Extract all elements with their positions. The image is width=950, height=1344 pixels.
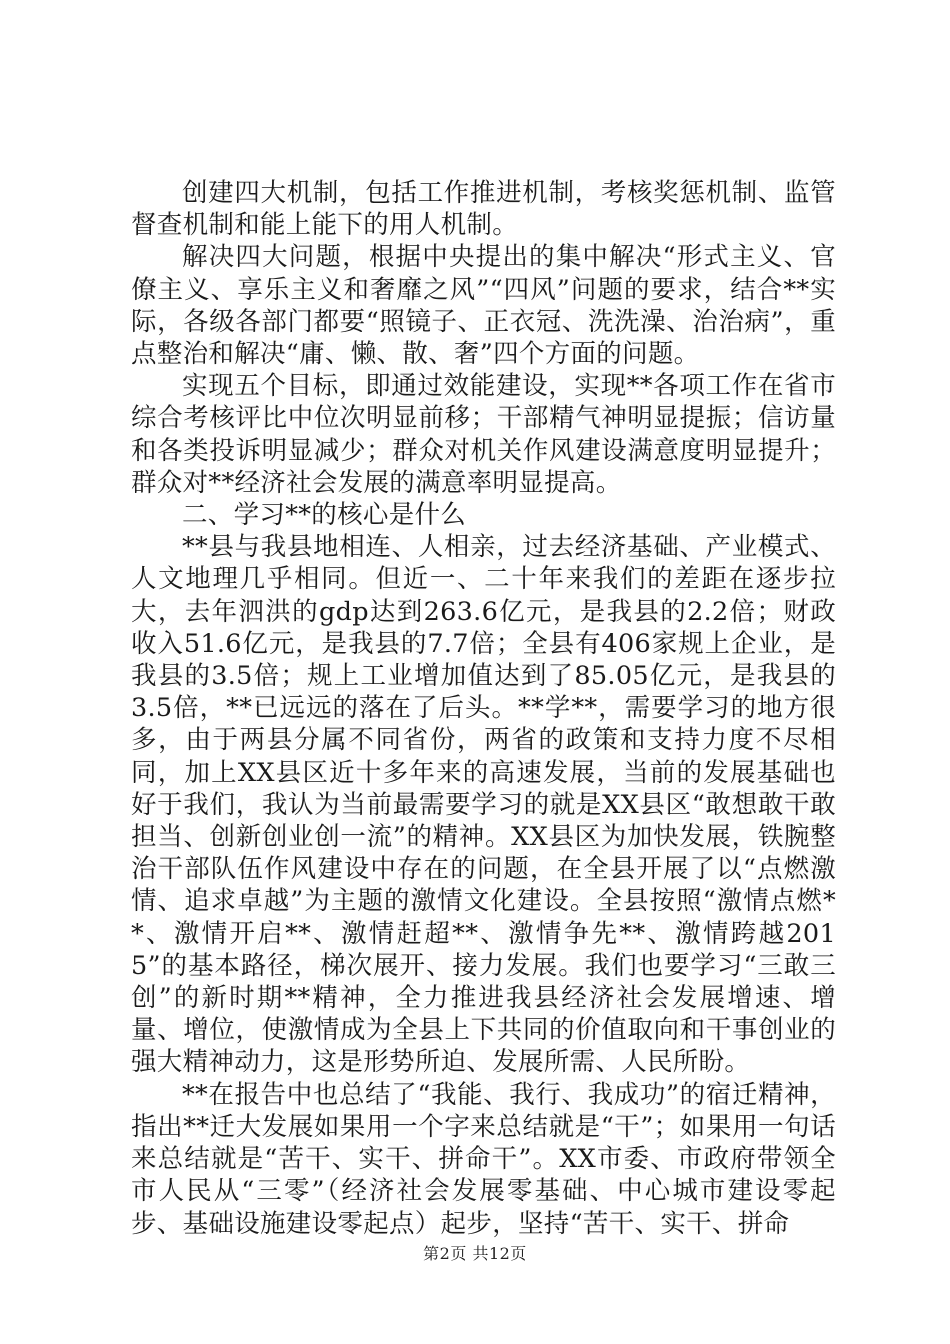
paragraph-suqian-spirit: **在报告中也总结了“我能、我行、我成功”的宿迁精神，指出**迁大发展如果用一个字来总结就是“干”；如果用一句话来总结就是“苦干、实干、拼命干”。XX市委、市政府带领全市人民从“三零”（经济社会发展零基础、中心城市建设零起步、基础设施建设零起点）起步，坚持“苦干、实干、拼命 <box>131 1079 836 1239</box>
section-heading: 二、学习**的核心是什么 <box>182 500 467 531</box>
paragraph-four-problems: 解决四大问题，根据中央提出的集中解决“形式主义、官僚主义、享乐主义和奢靡之风”“四风”问题的要求，结合**实际，各级各部门都要“照镜子、正衣冠、洗洗澡、治治病”，重点整治和解决“庸、懒、散、奢”四个方面的问题。 <box>131 242 836 370</box>
paragraph-four-mechanisms: 创建四大机制，包括工作推进机制，考核奖惩机制、监管督查机制和能上能下的用人机制。 <box>131 178 836 241</box>
paragraph-five-goals: 实现五个目标，即通过效能建设，实现**各项工作在省市综合考核评比中位次明显前移；干部精气神明显提振；信访量和各类投诉明显减少；群众对机关作风建设满意度明显提升；群众对**经济社会发展的满意率明显提高。 <box>131 371 836 498</box>
document-body <box>131 177 836 1240</box>
paragraph-comparison: **县与我县地相连、人相亲，过去经济基础、产业模式、人文地理几乎相同。但近一、二十年来我们的差距在逐步拉大，去年泗洪的gdp达到263.6亿元，是我县的2.2倍；财政收入51.6亿元，是我县的7.7倍；全县有406家规上企业，是我县的3.5倍；规上工业增加值达到了85.05亿元，是我县的3.5倍，**已远远的落在了后头。**学**，需要学习的地方很多，由于两县分属不同省份，两省的政策和支持力度不尽相同，加上XX县区近十多年来的高速发展，当前的发展基础也好于我们，我认为当前最需要学习的就是XX县区“敢想敢干敢担当、创新创业创一流”的精神。XX县区为加快发展，铁腕整治干部队伍作风建设中存在的问题，在全县开展了以“点燃激情、追求卓越”为主题的激情文化建设。全县按照“激情点燃**、激情开启**、激情赶超**、激情争先**、激情跨越2015”的基本路径，梯次展开、接力发展。我们也要学习“三敢三创”的新时期**精神，全力推进我县经济社会发展增速、增量、增位，使激情成为全县上下共同的价值取向和干事创业的强大精神动力，这是形势所迫、发展所需、人民所盼。 <box>131 532 836 1078</box>
page-footer: 第2页 共12页 <box>423 1244 527 1263</box>
